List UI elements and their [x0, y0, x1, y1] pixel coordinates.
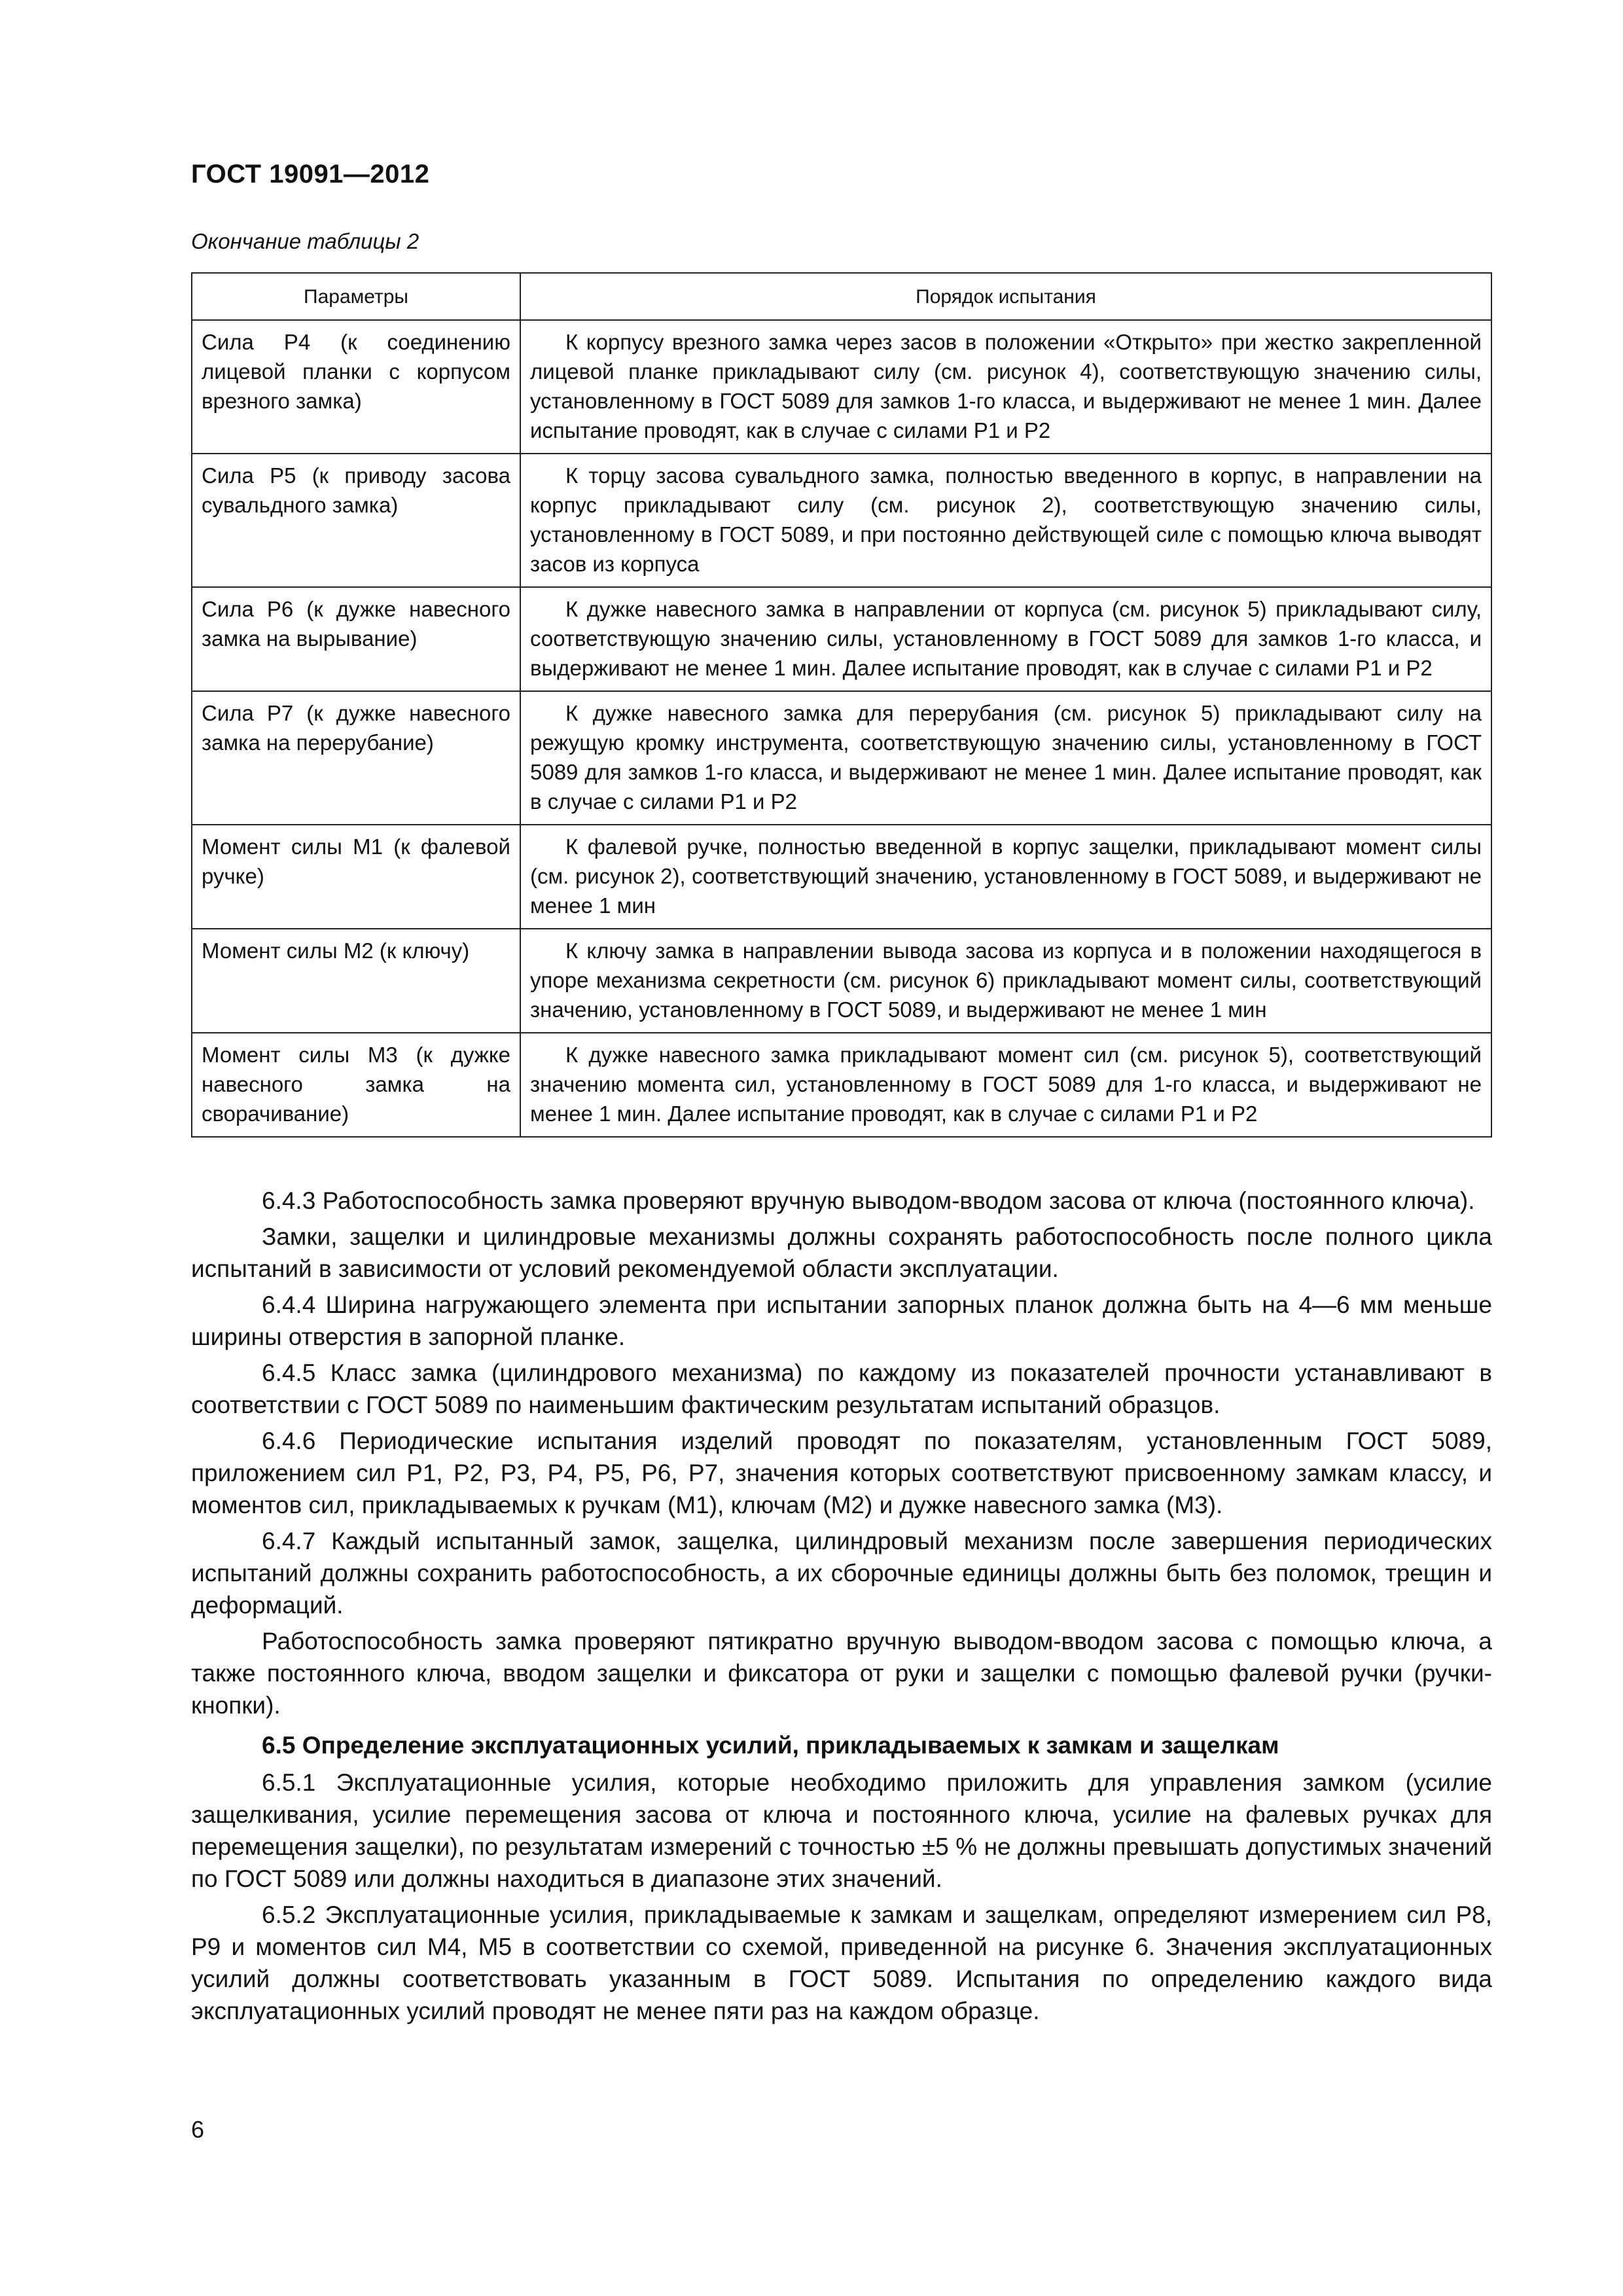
page-number: 6	[191, 2116, 205, 2143]
table-caption: Окончание таблицы 2	[191, 229, 419, 253]
parameter-cell: Момент силы M1 (к фалевой ручке)	[192, 825, 520, 929]
table-header-row	[192, 273, 1491, 320]
parameter-cell: Сила P4 (к соединению лицевой планки с корпусом врезного замка)	[192, 320, 520, 454]
procedure-cell: К дужке навесного замка для перерубания (см. рисунок 5) прикладывают силу на режущую кромку инструмента, соответствующую значению силы, установленному в ГОСТ 5089 для замков 1-го класса, и выдерживают не менее 1 мин. Далее испытание проводят, как в случае с силами P1 и P2	[520, 691, 1491, 825]
parameter-cell: Сила P7 (к дужке навесного замка на перерубание)	[192, 691, 520, 825]
procedure-cell: К ключу замка в направлении вывода засова из корпуса и в положении находящегося в упоре механизма секретности (см. рисунок 6) прикладывают момент силы, соответствующий значению, установленному в ГОСТ 5089, и выдерживают не менее 1 мин	[520, 929, 1491, 1033]
section-heading-6-5: 6.5 Определение эксплуатационных усилий, прикладываемых к замкам и защелкам	[262, 1732, 1279, 1759]
paragraph-6-4-7: 6.4.7 Каждый испытанный замок, защелка, цилиндровый механизм после завершения периодических испытаний должны сохранить работоспособность, а их сборочные единицы должны быть без поломок, трещин и деформаций.	[191, 1528, 1492, 1619]
paragraph-6-5-2: 6.5.2 Эксплуатационные усилия, прикладываемые к замкам и защелкам, определяют измерением сил P8, P9 и моментов сил M4, M5 в соответствии со схемой, приведенной на рисунке 6. Значения эксплуатационных усилий должны соответствовать указанным в ГОСТ 5089. Испытания по определению каждого вида эксплуатационных усилий проводят не менее пяти раз на каждом образце.	[191, 1901, 1492, 2024]
table-row	[192, 691, 1491, 825]
body-text	[191, 1185, 1492, 2031]
document-header: ГОСТ 19091—2012	[191, 160, 430, 188]
table-row	[192, 320, 1491, 454]
procedure-cell: К дужке навесного замка в направлении от корпуса (см. рисунок 5) прикладывают силу, соответствующую значению силы, установленному в ГОСТ 5089 для замков 1-го класса, и выдерживают не менее 1 мин. Далее испытание проводят, как в случае с силами P1 и P2	[520, 587, 1491, 691]
parameter-cell: Момент силы M2 (к ключу)	[192, 929, 520, 1033]
parameter-cell: Момент силы M3 (к дужке навесного замка на сворачивание)	[192, 1033, 520, 1137]
table-row	[192, 929, 1491, 1033]
column-header-procedure: Порядок испытания	[520, 273, 1491, 320]
procedure-cell: К дужке навесного замка прикладывают момент сил (см. рисунок 5), соответствующий значению момента сил, установленному в ГОСТ 5089 для 1-го класса, и выдерживают не менее 1 мин. Далее испытание проводят, как в случае с силами P1 и P2	[520, 1033, 1491, 1137]
procedure-cell: К фалевой ручке, полностью введенной в корпус защелки, прикладывают момент силы (см. рисунок 2), соответствующий значению, установленному в ГОСТ 5089, и выдерживают не менее 1 мин	[520, 825, 1491, 929]
table-row	[192, 454, 1491, 587]
table-row	[192, 1033, 1491, 1137]
table-row	[192, 825, 1491, 929]
procedure-cell: К корпусу врезного замка через засов в положении «Открыто» при жестко закрепленной лицевой планке прикладывают силу (см. рисунок 4), соответствующую значению силы, установленному в ГОСТ 5089 для замков 1-го класса, и выдерживают не менее 1 мин. Далее испытание проводят, как в случае с силами P1 и P2	[520, 320, 1491, 454]
paragraph-6-4-5: 6.4.5 Класс замка (цилиндрового механизма) по каждому из показателей прочности устанавливают в соответствии с ГОСТ 5089 по наименьшим фактическим результатам испытаний образцов.	[191, 1359, 1492, 1418]
column-header-parameters: Параметры	[192, 273, 520, 320]
paragraph: Работоспособность замка проверяют пятикратно вручную выводом-вводом засова с помощью ключа, а также постоянного ключа, вводом защелки и фиксатора от руки и защелки с помощью фалевой ручки (ручки-кнопки).	[191, 1628, 1492, 1719]
paragraph-6-4-4: 6.4.4 Ширина нагружающего элемента при испытании запорных планок должна быть на 4—6 мм меньше ширины отверстия в запорной планке.	[191, 1291, 1492, 1350]
paragraph: Замки, защелки и цилиндровые механизмы должны сохранять работоспособность после полного цикла испытаний в зависимости от условий рекомендуемой области эксплуатации.	[191, 1223, 1492, 1282]
paragraph-6-4-3: 6.4.3 Работоспособность замка проверяют вручную выводом-вводом засова от ключа (постоянного ключа).	[262, 1187, 1475, 1214]
paragraph-6-4-6: 6.4.6 Периодические испытания изделий проводят по показателям, установленным ГОСТ 5089, приложением сил P1, P2, P3, P4, P5, P6, P7, значения которых соответствуют присвоенному замкам классу, и моментов сил, прикладываемых к ручкам (M1), ключам (M2) и дужке навесного замка (M3).	[191, 1427, 1492, 1518]
table-row	[192, 587, 1491, 691]
parameter-cell: Сила P5 (к приводу засова сувальдного замка)	[192, 454, 520, 587]
paragraph-6-5-1: 6.5.1 Эксплуатационные усилия, которые необходимо приложить для управления замком (усилие защелкивания, усилие перемещения засова от ключа и постоянного ключа, усилие на фалевых ручках для перемещения защелки), по результатам измерений с точностью ±5 % не должны превышать допустимых значений по ГОСТ 5089 или должны находиться в диапазоне этих значений.	[191, 1769, 1492, 1892]
procedure-cell: К торцу засова сувальдного замка, полностью введенного в корпус, в направлении на корпус прикладывают силу (см. рисунок 2), соответствующую значению силы, установленному в ГОСТ 5089, и при постоянно действующей силе с помощью ключа выводят засов из корпуса	[520, 454, 1491, 587]
parameter-cell: Сила P6 (к дужке навесного замка на вырывание)	[192, 587, 520, 691]
parameters-table	[191, 272, 1492, 1138]
